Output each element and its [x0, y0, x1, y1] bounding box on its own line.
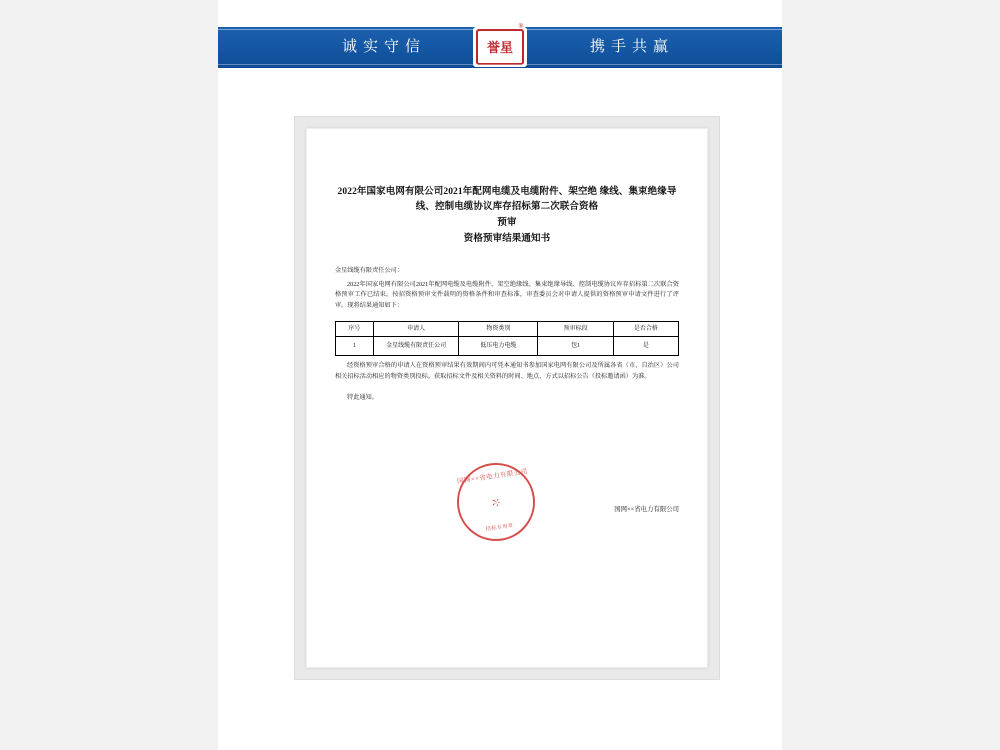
right-margin [782, 0, 1000, 750]
banner-slogan-right: 携手共赢 [589, 39, 674, 55]
trademark-icon: ® [518, 24, 523, 30]
brand-name: 誉星 [486, 39, 513, 55]
signature-area [449, 451, 679, 541]
cell-package: 包1 [538, 336, 613, 355]
col-header-applicant: 申请人 [373, 321, 459, 336]
col-header-qualified: 是否合格 [613, 321, 678, 336]
content-column [218, 0, 782, 750]
table-body [336, 336, 679, 355]
paragraph-notice: 经资格预审合格的申请人在资格预审结果有效期间内可凭本通知书参加国家电网有限公司及所属各省（市、自治区）公司相关招标活动相应的物资类别投标。获取招标文件及相关资料的时间、地点、方式以招标公告（投标邀请函）为准。 [335, 361, 679, 380]
seal-bottom-text: 招标专用章 [485, 522, 514, 533]
table-header-row [336, 321, 679, 336]
table-header [336, 321, 679, 336]
result-table [335, 321, 679, 356]
document-body [335, 185, 679, 401]
signature-line: 国网××省电力有限公司 [614, 506, 679, 513]
page-title-line4: 资格预审结果通知书 [463, 234, 551, 245]
page-title-line1: 2022年国家电网有限公司2021年配网电缆及电缆附件、架空绝 [337, 187, 598, 197]
table-row [336, 336, 679, 355]
page-title-line2: 缘线、集束绝缘导线、控制电缆协议库存招标第二次联合资格 [415, 187, 677, 213]
brand-banner [218, 26, 782, 68]
col-header-category: 物资类别 [459, 321, 538, 336]
brand-logo-frame [476, 24, 524, 65]
col-header-package: 预审标段 [538, 321, 613, 336]
banner-slogan-left: 诚实守信 [342, 39, 427, 55]
closing-line: 特此通知。 [347, 394, 378, 402]
brand-logo [473, 24, 527, 67]
cell-qualified: 是 [613, 336, 678, 355]
page-title-line3: 预审 [497, 217, 517, 228]
cell-no: 1 [336, 336, 374, 355]
cell-applicant: 金星线缆有限责任公司 [373, 336, 459, 355]
paragraph-intro: 2022年国家电网有限公司2021年配网电缆及电缆附件、架空绝缘线、集束绝缘导线、控制电缆协议库存招标第二次联合资格预审工作已结束。按招资格预审文件载明的资格条件和审查标准，审查委员会对申请人提供的资格预审申请文件进行了评审。现将结果通知如下： [335, 280, 679, 310]
left-margin [0, 0, 218, 750]
col-header-no: 序号 [336, 321, 374, 336]
page-title [335, 185, 679, 248]
cell-category: 低压电力电缆 [459, 336, 538, 355]
document-sheet [306, 128, 708, 668]
seal-top-text: 国网××省电力有限公司 [456, 468, 529, 486]
official-seal-icon [452, 458, 540, 546]
banner-background [218, 26, 782, 68]
addressee: 金星线缆有限责任公司： [335, 266, 404, 274]
